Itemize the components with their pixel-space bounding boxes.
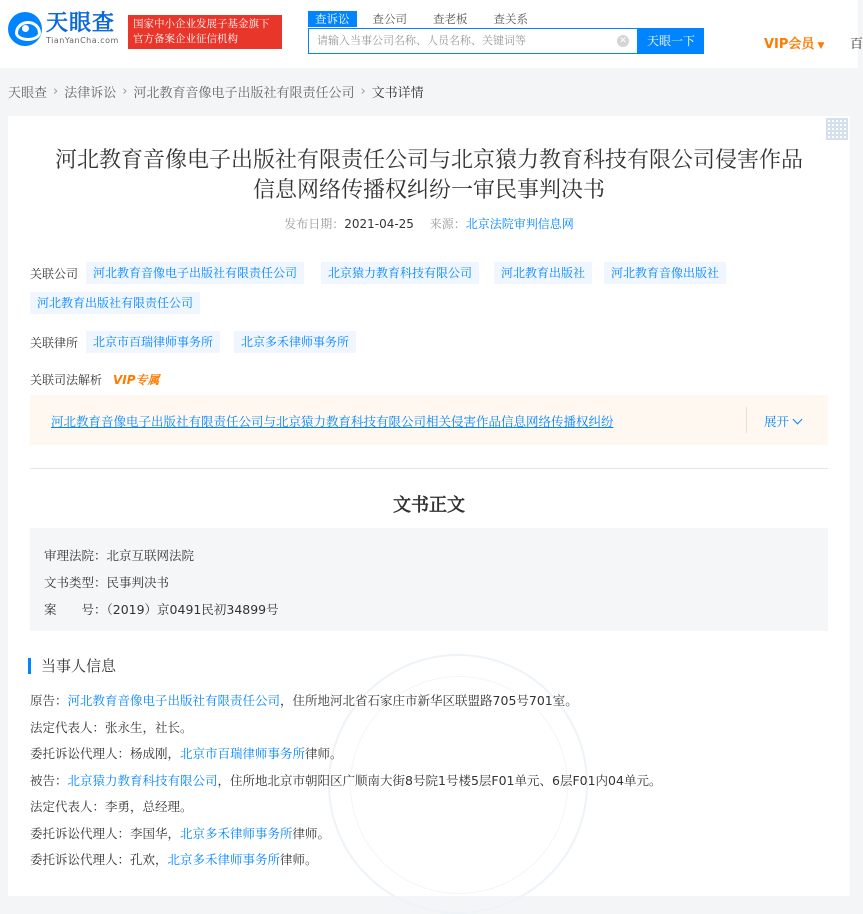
related-lawfirm-tag[interactable]: 北京市百瑞律师事务所 (86, 331, 220, 353)
party-line (30, 794, 661, 821)
party-line (30, 768, 661, 795)
party-lawfirm-link[interactable]: 北京多禾律师事务所 (180, 825, 293, 841)
vip-exclusive-badge: VIP专属 (113, 373, 160, 387)
chevron-down-icon (793, 415, 803, 425)
eye-logo-icon (8, 12, 42, 46)
search-input[interactable] (308, 28, 638, 54)
top-header (0, 0, 863, 68)
clear-icon[interactable]: ✕ (617, 35, 629, 47)
breadcrumb-company[interactable]: 河北教育音像电子出版社有限责任公司 (133, 86, 355, 101)
case-info-box (30, 528, 828, 631)
caret-down-icon: ▼ (817, 41, 825, 51)
tab-lawsuit[interactable]: 查诉讼 (308, 11, 357, 27)
related-company-tag[interactable]: 北京猿力教育科技有限公司 (321, 262, 479, 284)
party-lawfirm-link[interactable]: 北京市百瑞律师事务所 (180, 746, 306, 761)
party-text: ，住所地北京市朝阳区广顺南大街8号院1号楼5层F01单元、6层F01内04单元。 (217, 772, 662, 788)
case-number-line: 案 号：（2019）京0491民初34899号 (44, 602, 279, 617)
divider (30, 468, 828, 469)
header-clipped-text[interactable]: 百 (850, 37, 863, 52)
judicial-analysis-label: 关联司法解析 (30, 373, 103, 387)
party-text: 委托诉讼代理人：杨成刚， (30, 746, 181, 761)
party-company-link[interactable]: 河北教育音像电子出版社有限责任公司 (67, 693, 281, 708)
vip-member-link[interactable] (764, 33, 824, 52)
chevron-right-icon: › (53, 84, 59, 99)
chevron-right-icon: › (122, 84, 128, 99)
related-lawyers-label: 关联律所 (30, 336, 79, 350)
party-section-title: 当事人信息 (28, 658, 116, 674)
party-text: 律师。 (292, 825, 331, 841)
judicial-analysis-bar (30, 395, 828, 445)
related-company-tag[interactable]: 河北教育音像电子出版社有限责任公司 (86, 262, 304, 284)
title-line-1: 河北教育音像电子出版社有限责任公司与北京猿力教育科技有限公司侵害作品 (54, 148, 803, 173)
party-line (30, 688, 661, 715)
body-section-title: 文书正文 (393, 495, 465, 516)
party-text: ，住所地河北省石家庄市新华区联盟路705号701室。 (280, 693, 578, 708)
party-text: 法定代表人：李勇，总经理。 (30, 799, 193, 814)
expand-button[interactable] (764, 412, 801, 430)
search-placeholder: 请输入当事公司名称、人员名称、关键词等 (317, 34, 526, 47)
court-line: 审理法院：北京互联网法院 (44, 548, 195, 563)
party-line (30, 847, 661, 874)
doc-type-line: 文书类型：民事判决书 (44, 575, 170, 590)
publish-label: 发布日期： (284, 217, 345, 231)
breadcrumb-lawsuit[interactable]: 法律诉讼 (64, 86, 117, 101)
related-companies-label: 关联公司 (30, 267, 79, 281)
divider (746, 407, 747, 433)
official-badge (128, 15, 282, 49)
search-tabs (308, 11, 552, 27)
badge-line-2: 官方备案企业征信机构 (133, 33, 238, 45)
party-text: 法定代表人：张永生，社长。 (30, 719, 193, 735)
tab-company[interactable]: 查公司 (372, 12, 407, 26)
related-company-tag[interactable]: 河北教育音像出版社 (604, 262, 726, 284)
party-list (30, 688, 661, 874)
party-lawfirm-link[interactable]: 北京多禾律师事务所 (167, 852, 281, 867)
qr-code-icon[interactable] (826, 118, 848, 140)
breadcrumb-home[interactable]: 天眼查 (8, 86, 48, 101)
logo-title: 天眼查 (46, 11, 116, 36)
logo-domain: TianYanCha.com (46, 36, 119, 45)
title-line-2: 信息网络传播权纠纷一审民事判决书 (252, 178, 605, 203)
party-text: 委托诉讼代理人：李国华， (30, 825, 181, 841)
expand-label: 展开 (764, 414, 790, 429)
related-company-tag[interactable]: 河北教育出版社有限责任公司 (30, 292, 200, 314)
tab-relation[interactable]: 查关系 (493, 12, 528, 26)
vip-label: VIP会员 (764, 37, 815, 52)
chevron-right-icon: › (360, 84, 366, 99)
party-text: 被告： (30, 772, 68, 788)
site-logo[interactable] (8, 12, 119, 46)
party-line (30, 821, 661, 848)
breadcrumb-current: 文书详情 (371, 86, 424, 101)
page-title (8, 146, 850, 206)
breadcrumb (8, 82, 424, 101)
related-company-tag[interactable]: 河北教育出版社 (494, 262, 592, 284)
party-line (30, 741, 661, 768)
related-lawfirm-tag[interactable]: 北京多禾律师事务所 (234, 331, 356, 353)
party-text: 律师。 (280, 852, 318, 867)
judicial-analysis-link[interactable]: 河北教育音像电子出版社有限责任公司与北京猿力教育科技有限公司相关侵害作品信息网络传播权纠纷 (51, 414, 614, 429)
tab-boss[interactable]: 查老板 (433, 12, 468, 26)
party-text: 律师。 (305, 746, 343, 761)
source-link[interactable]: 北京法院审判信息网 (465, 217, 574, 231)
publish-date: 2021-04-25 (344, 217, 414, 231)
party-company-link[interactable]: 北京猿力教育科技有限公司 (67, 772, 218, 788)
document-card (8, 116, 850, 896)
source-label: 来源： (429, 217, 466, 231)
document-meta (8, 215, 850, 232)
party-text: 委托诉讼代理人：孔欢， (30, 852, 168, 867)
party-text: 原告： (30, 693, 68, 708)
search-button[interactable]: 天眼一下 (638, 28, 704, 54)
party-line (30, 715, 661, 742)
badge-line-1: 国家中小企业发展子基金旗下 (133, 18, 270, 30)
